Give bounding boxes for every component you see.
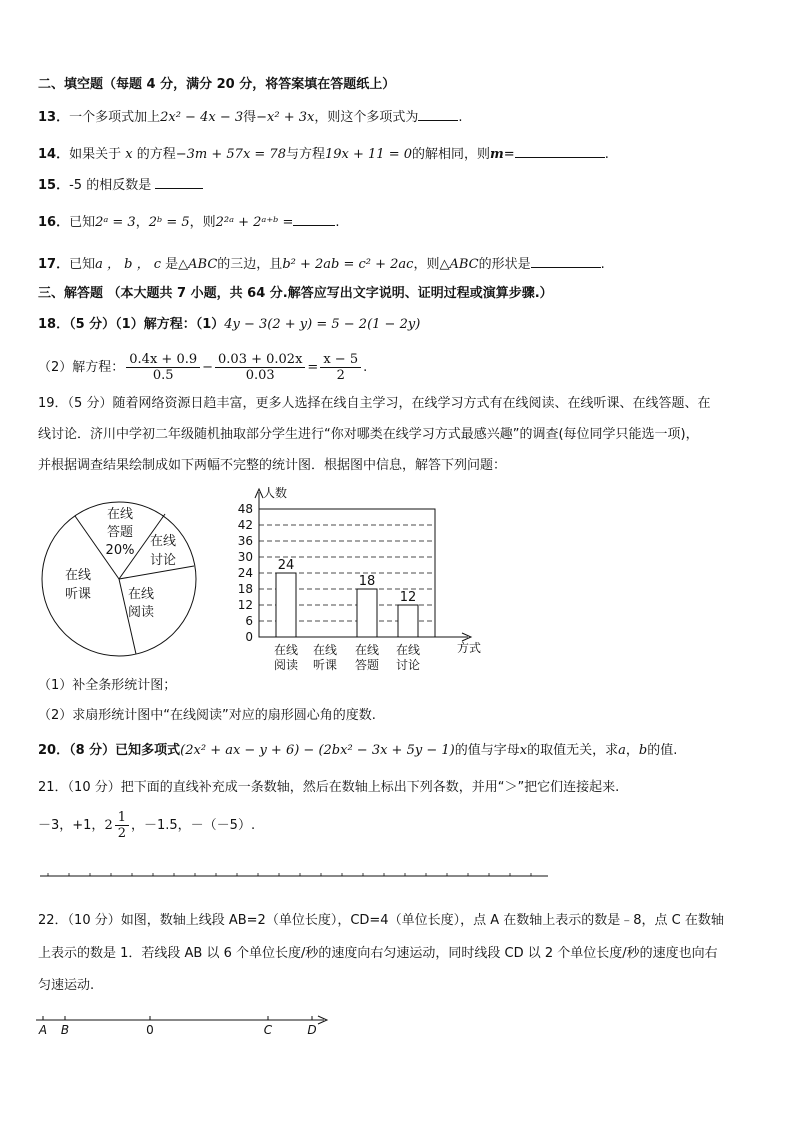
y-tick-label: 12 (237, 598, 253, 612)
question-text: ，则 (413, 257, 440, 272)
fraction-denominator: 2 (117, 826, 126, 841)
fraction-denominator: 0.03 (245, 368, 275, 383)
question-22-line3: 匀速运动. (38, 978, 95, 993)
question-text: 已知 (69, 215, 96, 230)
question-21-line1: 21．（10 分）把下面的直线补充成一条数轴，然后在数轴上标出下列各数，并用“＞”把它们连接起来. (38, 780, 620, 795)
math-expression: −3m + 57x = 78 (175, 147, 286, 162)
fraction (115, 810, 129, 841)
question-text: 的三边，且 (217, 257, 283, 272)
pie-slice-label: 在线 (127, 587, 155, 602)
number-line-blank[interactable] (38, 866, 558, 882)
x-axis-label: 方式 (457, 641, 482, 655)
mixed-number-whole: 2 (104, 818, 113, 833)
axis-origin-label: 0 (146, 1023, 154, 1037)
axis-point-label: B (60, 1023, 70, 1037)
question-19-sub1: （1）补全条形统计图； (38, 678, 177, 693)
math-variable: b (638, 743, 648, 758)
question-text: -5 的相反数是 (69, 178, 152, 193)
x-tick-label: 答题 (354, 658, 380, 672)
question-19-line1: 19．（5 分）随着网络资源日趋丰富，更多人选择在线自主学习，在线学习方式有在线阅读、在线听课、在线答题、在 (38, 396, 711, 411)
math-expression: 2x² − 4x − 3 (160, 110, 244, 125)
question-text: 的形状是 (478, 257, 531, 272)
question-text: 如果关于 (69, 147, 122, 162)
math-expression: △ABC (178, 257, 218, 272)
question-text: 一个多项式加上 (69, 110, 161, 125)
y-tick-label: 48 (237, 502, 253, 516)
question-text: （2）解方程： (38, 360, 125, 375)
section-heading-fill-in: 二、填空题（每题 4 分，满分 20 分，将答案填在答题纸上） (38, 77, 396, 92)
question-18-part2 (38, 350, 367, 386)
answer-blank[interactable] (418, 108, 458, 121)
x-tick-label: 听课 (312, 658, 338, 672)
question-text: ，则 (189, 215, 216, 230)
math-variables: a ， b ， c (95, 257, 161, 272)
math-expression: 2ᵇ = 5 (148, 215, 190, 230)
question-22-line2: 上表示的数是 1．若线段 AB 以 6 个单位长度/秒的速度向右匀速运动，同时线段 CD 以 2 个单位长度/秒的速度也向右 (38, 946, 718, 961)
bar (276, 573, 296, 637)
equals: = (503, 147, 515, 162)
bar-chart (225, 482, 495, 672)
pie-slice-percent: 20% (105, 543, 135, 558)
question-14 (38, 145, 609, 164)
number-axis-diagram (30, 1010, 340, 1040)
y-tick-label: 42 (237, 518, 253, 532)
period: . (604, 147, 609, 162)
y-tick-label: 18 (237, 582, 253, 596)
y-tick-label: 0 (245, 630, 253, 644)
pie-slice-label: 在线 (64, 568, 92, 583)
math-expression: 2²ᵃ + 2ᵃ⁺ᵇ = (215, 215, 294, 230)
axis-point-label: D (307, 1023, 317, 1037)
math-expression: 19x + 11 = 0 (325, 147, 413, 162)
fraction-numerator: 1 (115, 810, 129, 826)
pie-slice-label: 阅读 (127, 605, 155, 620)
fraction (215, 352, 305, 383)
separator: ， (625, 743, 639, 758)
question-text: 是 (165, 257, 179, 272)
pie-slice-label: 答题 (106, 525, 134, 540)
period: . (363, 360, 368, 375)
question-text: 得 (243, 110, 257, 125)
question-19-sub2: （2）求扇形统计图中“在线阅读”对应的扇形圆心角的度数. (38, 708, 376, 723)
question-20 (38, 742, 677, 760)
question-22-line1: 22．（10 分）如图，数轴上线段 AB=2（单位长度），CD=4（单位长度），点 A 在数轴上表示的数是﹣8，点 C 在数轴 (38, 913, 724, 928)
question-21-numbers (38, 808, 255, 844)
question-text: 的解相同，则 (412, 147, 491, 162)
question-number: 17． (38, 257, 70, 272)
math-expression: 4y − 3(2 + y) = 5 − 2(1 − 2y) (224, 317, 421, 332)
bar-value-label: 18 (358, 574, 376, 589)
x-tick-label: 在线 (312, 643, 338, 657)
math-variable: x (125, 147, 133, 162)
fraction-numerator: 0.03 + 0.02x (215, 352, 305, 368)
answer-blank[interactable] (515, 145, 605, 158)
x-tick-label: 讨论 (395, 658, 421, 672)
axis-point-label: C (263, 1023, 273, 1037)
operator: = (307, 360, 319, 375)
period: . (335, 215, 340, 230)
math-variable: m (490, 147, 504, 162)
math-variable: x (519, 743, 528, 758)
question-number: 18．（5 分）（1）解方程：（1） (38, 317, 225, 332)
y-tick-label: 30 (237, 550, 253, 564)
question-number: 13． (38, 110, 70, 125)
math-expression: b² + 2ab = c² + 2ac (282, 257, 414, 272)
math-expression: 2ᵃ = 3 (95, 215, 136, 230)
section-heading-solve: 三、解答题 （本大题共 7 小题，共 64 分.解答应写出文字说明、证明过程或演算步骤.） (38, 286, 553, 301)
x-tick-label: 在线 (354, 643, 380, 657)
question-15 (38, 176, 203, 195)
question-text: 的值. (647, 743, 678, 758)
math-expression: (2x² + ax − y + 6) − (2bx² − 3x + 5y − 1) (180, 743, 455, 758)
x-tick-label: 在线 (395, 643, 421, 657)
pie-slice-label: 讨论 (149, 553, 177, 568)
period: . (600, 257, 605, 272)
question-text: 的值与字母 (454, 743, 520, 758)
question-13 (38, 108, 463, 127)
fraction (320, 352, 361, 383)
math-variable: a (618, 743, 626, 758)
number-list: －3，+1， (38, 818, 105, 833)
y-tick-label: 36 (237, 534, 253, 548)
question-number: 20．（8 分）已知多项式 (38, 743, 181, 758)
x-tick-label: 在线 (273, 643, 299, 657)
math-expression: −x² + 3x (256, 110, 315, 125)
y-axis-label: 人数 (263, 486, 288, 500)
bar (398, 605, 418, 637)
question-text: ，则这个多项式为 (314, 110, 419, 125)
question-16 (38, 213, 340, 232)
number-list: ，－1.5，－（－5）. (131, 818, 256, 833)
y-tick-label: 24 (237, 566, 253, 580)
fraction-denominator: 0.5 (152, 368, 174, 383)
question-number: 15． (38, 178, 70, 193)
question-text: 已知 (69, 257, 96, 272)
pie-slice-label: 在线 (106, 507, 134, 522)
question-text: 与方程 (285, 147, 325, 162)
fraction-numerator: 0.4x + 0.9 (126, 352, 200, 368)
operator: − (202, 360, 214, 375)
question-17 (38, 255, 605, 274)
math-expression: △ABC (439, 257, 479, 272)
answer-blank[interactable] (531, 255, 601, 268)
axis-point-label: A (38, 1023, 48, 1037)
separator: ， (135, 215, 149, 230)
answer-blank[interactable] (293, 213, 335, 226)
bar-value-label: 24 (277, 558, 295, 573)
pie-slice-label: 在线 (149, 534, 177, 549)
question-text: 的取值无关，求 (527, 743, 619, 758)
fraction-numerator: x − 5 (320, 352, 361, 368)
question-number: 14． (38, 147, 70, 162)
pie-slice-label: 听课 (64, 587, 92, 602)
fraction-denominator: 2 (336, 368, 345, 383)
question-text: 的方程 (136, 147, 176, 162)
question-19-line2: 线讨论．济川中学初二年级随机抽取部分学生进行“你对哪类在线学习方式最感兴趣”的调查(每位同学只能选一项)， (38, 427, 699, 442)
question-number: 16． (38, 215, 70, 230)
pie-chart (38, 498, 208, 668)
y-tick-label: 6 (245, 614, 253, 628)
period: . (458, 110, 463, 125)
fraction (126, 352, 200, 383)
question-19-line3: 并根据调查结果绘制成如下两幅不完整的统计图．根据图中信息，解答下列问题： (38, 458, 507, 473)
x-tick-label: 阅读 (273, 658, 299, 672)
bar (357, 589, 377, 637)
bar-value-label: 12 (399, 590, 417, 605)
answer-blank[interactable] (155, 176, 203, 189)
question-18-part1 (38, 316, 420, 334)
